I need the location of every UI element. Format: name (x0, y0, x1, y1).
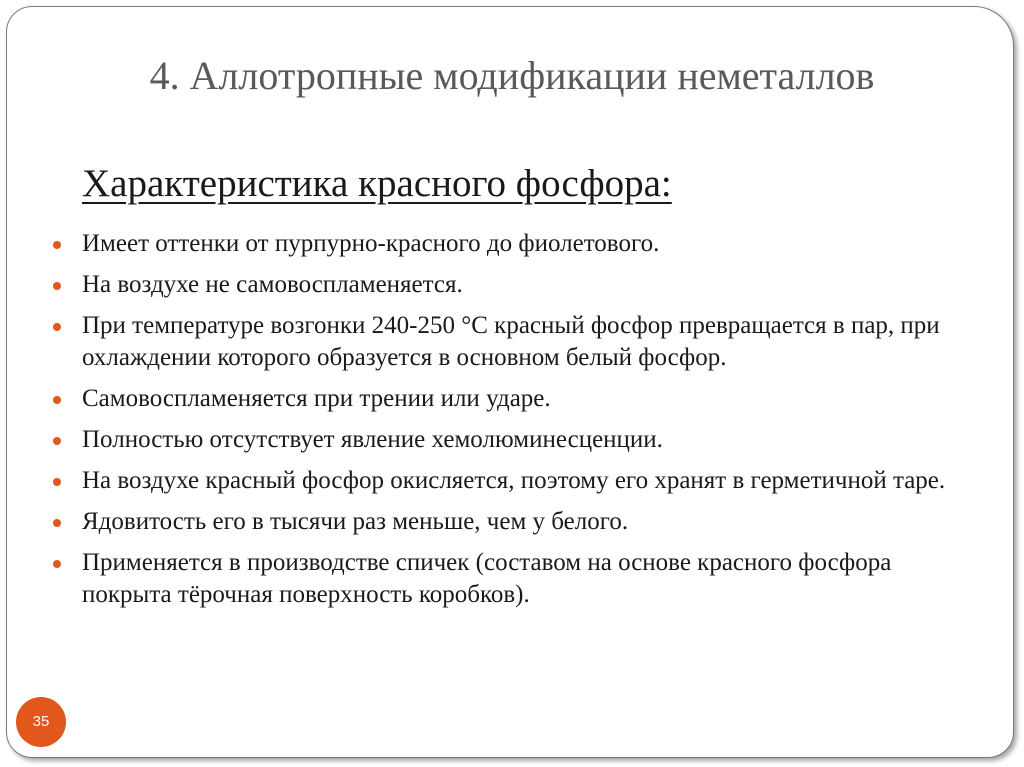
slide-title: 4. Аллотропные модификации неметаллов (149, 53, 875, 98)
bullet-dot-icon (53, 323, 61, 331)
bullet-dot-icon (53, 560, 61, 568)
bullet-item (50, 465, 980, 497)
bullet-dot-icon (53, 519, 61, 527)
bullet-text: Самовоспламеняется при трении или ударе. (82, 385, 551, 412)
bullet-text: Ядовитость его в тысячи раз меньше, чем у белого. (82, 508, 629, 535)
bullet-item (50, 547, 980, 611)
page-number-badge: 35 (16, 697, 66, 747)
bullet-dot-icon (53, 396, 61, 404)
bullet-dot-icon (53, 437, 61, 445)
bullet-dot-icon (53, 282, 61, 290)
bullet-list (50, 228, 980, 620)
bullet-item (50, 228, 980, 260)
bullet-item (50, 269, 980, 301)
bullet-text: Полностью отсутствует явление хемолюминесценции. (82, 426, 663, 453)
bullet-text: Имеет оттенки от пурпурно-красного до фиолетового. (82, 230, 660, 257)
bullet-item (50, 310, 980, 374)
bullet-text: На воздухе красный фосфор окисляется, поэтому его хранят в герметичной таре. (82, 467, 946, 494)
bullet-item (50, 383, 980, 415)
bullet-text: Применяется в производстве спичек (составом на основе красного фосфора покрыта тёрочная поверхность коробков). (82, 549, 892, 608)
bullet-item (50, 506, 980, 538)
bullet-text: При температуре возгонки 240-250 °C красный фосфор превращается в пар, при охлаждении которого образуется в основном белый фосфор. (82, 312, 940, 371)
bullet-dot-icon (53, 478, 61, 486)
bullet-item (50, 424, 980, 456)
bullet-text: На воздухе не самовоспламеняется. (82, 271, 463, 298)
section-heading: Характеристика красного фосфора: (82, 162, 672, 205)
bullet-dot-icon (53, 241, 61, 249)
